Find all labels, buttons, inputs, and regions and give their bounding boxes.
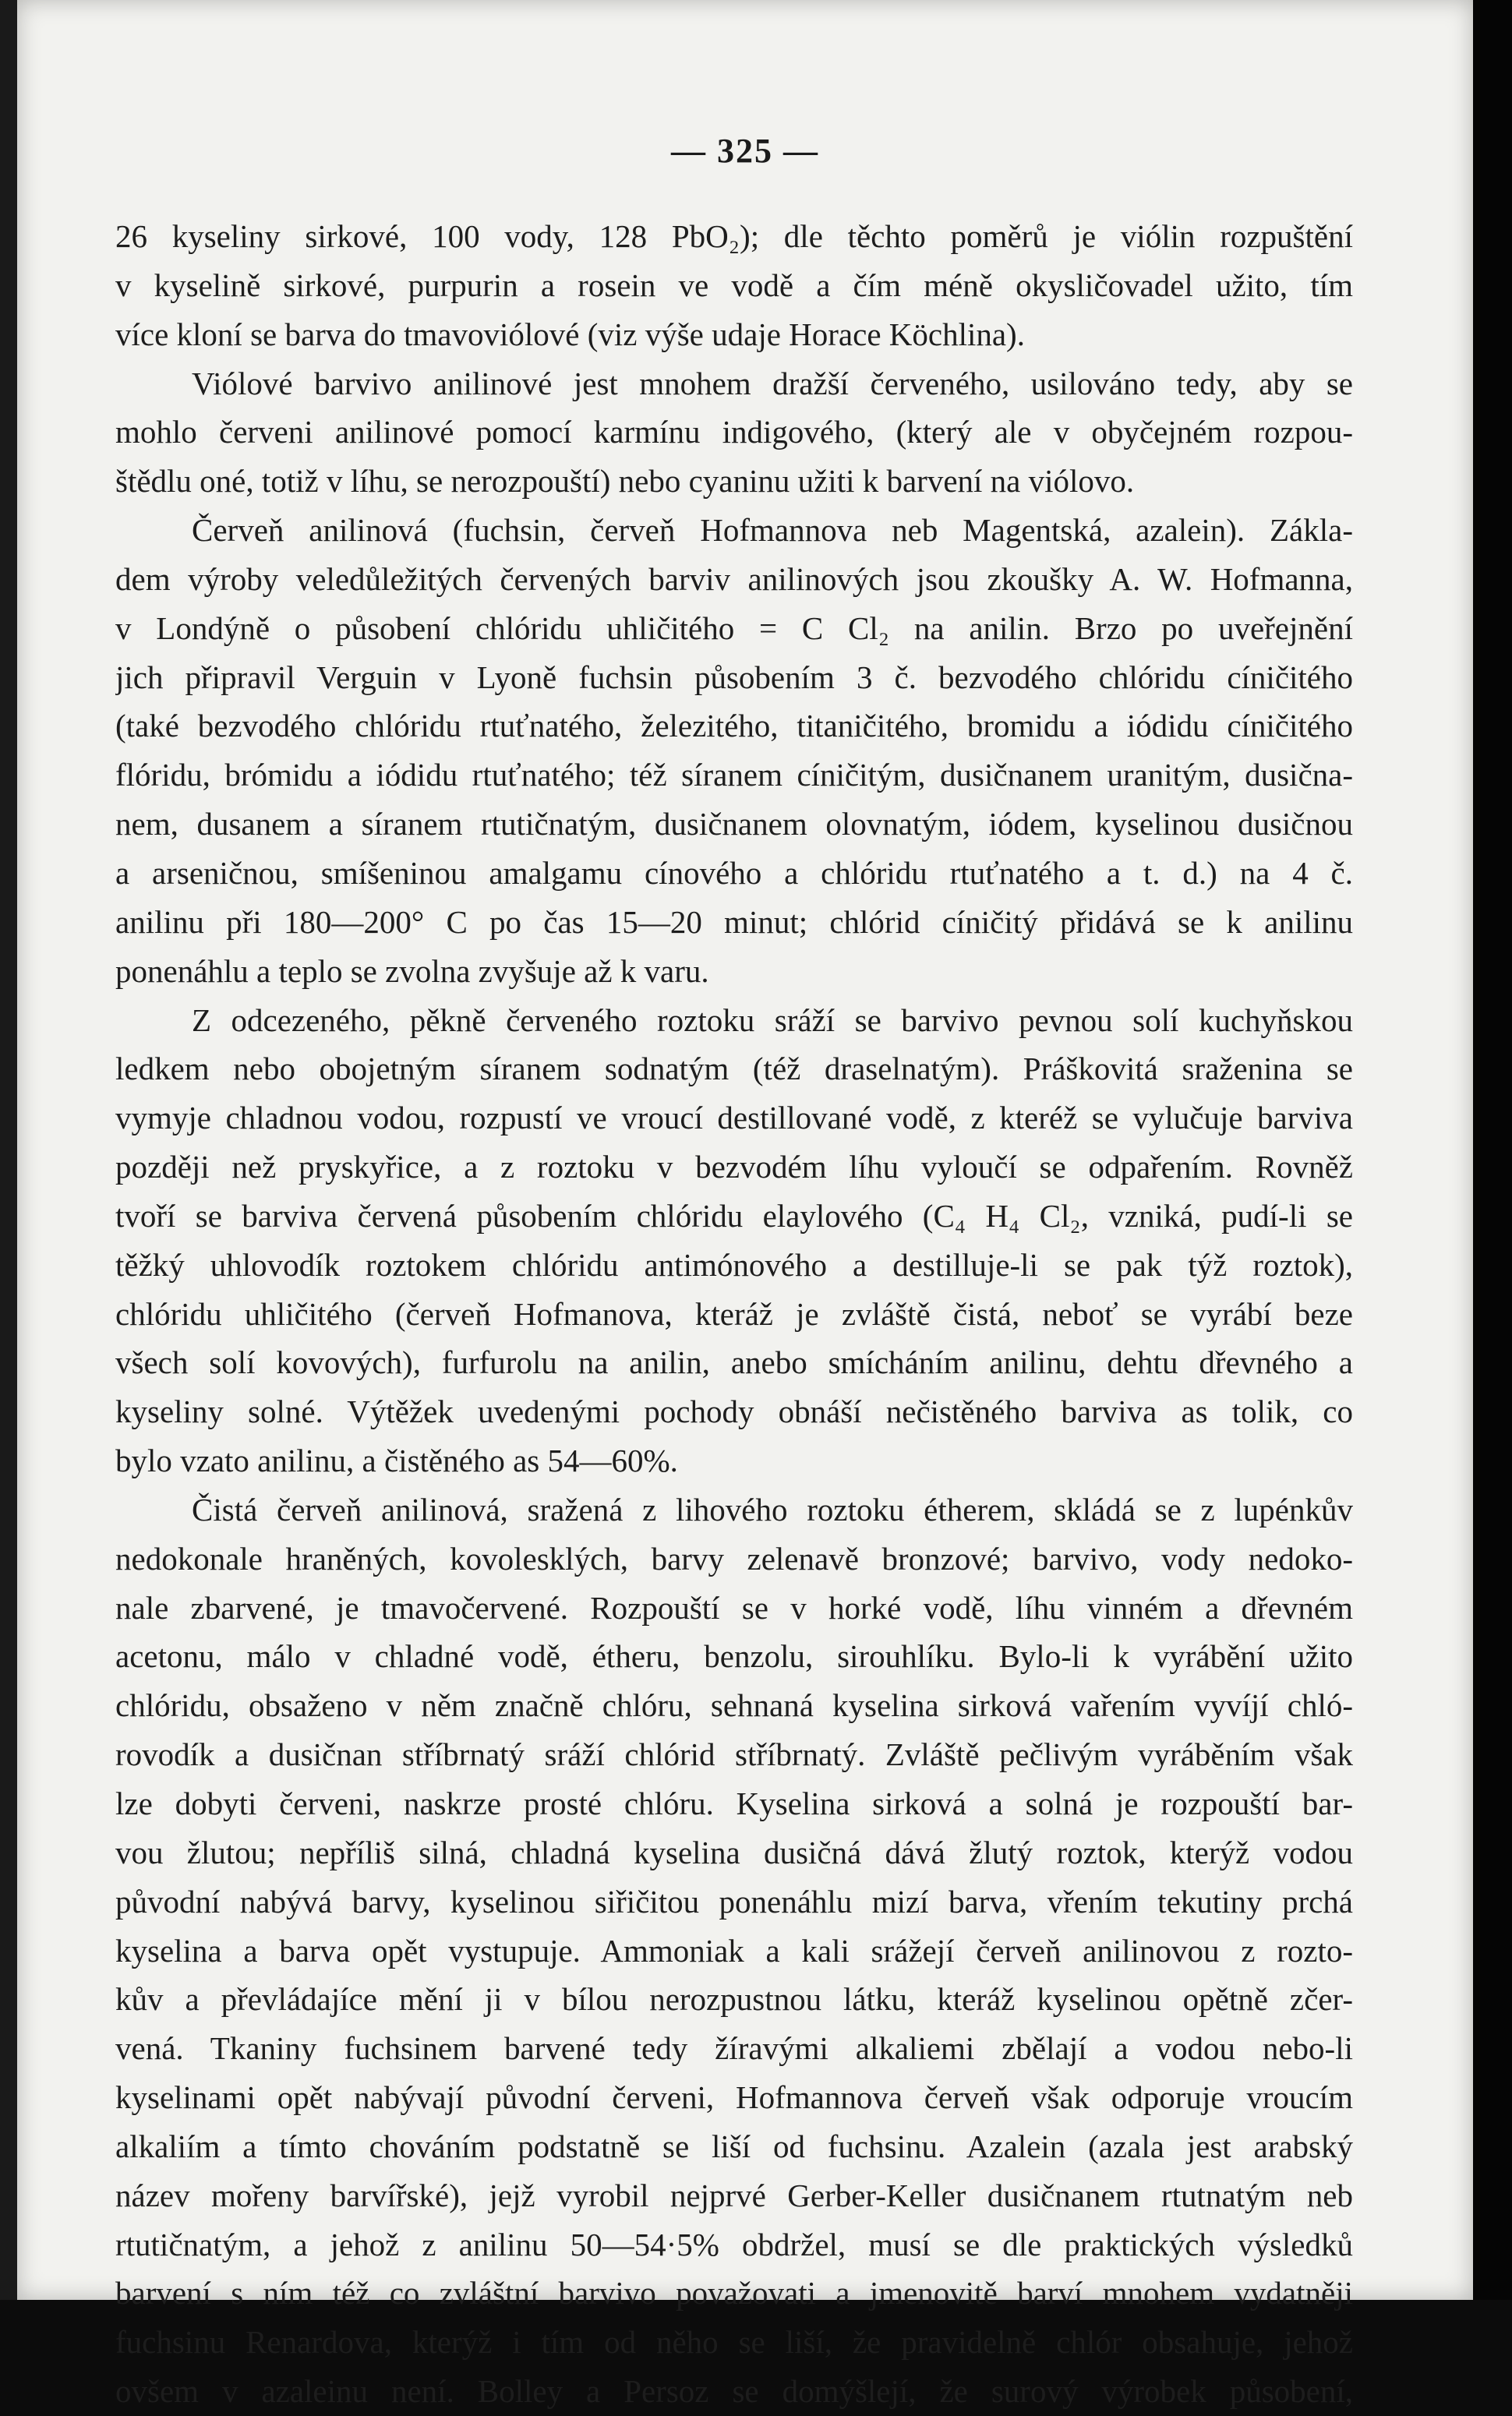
text-line: vou žlutou; nepříliš silná, chladná kyselina dusičná dává žlutý roztok, kterýž vodou bbox=[115, 1834, 1353, 1870]
text-line: chlóridu, obsaženo v něm značně chlóru, sehnaná kyselina sirková vařením vyvíjí chló- bbox=[115, 1687, 1353, 1724]
text-line: později než pryskyřice, a z roztoku v bezvodém líhu vyloučí se odpařením. Rovněž bbox=[115, 1149, 1353, 1185]
text-line: barvení s ním též co zvláštní barvivo považovati a jmenovitě barví mnohem vydatněji bbox=[115, 2275, 1353, 2312]
text-line: flóridu, brómidu a iódidu rtuťnatého; též síranem cíničitým, dusičnanem uranitým, dusična- bbox=[115, 757, 1353, 793]
text-line: štědlu oné, totiž v líhu, se nerozpouští) nebo cyaninu užiti k barvení na viólovo. bbox=[115, 463, 1135, 500]
text-line: fuchsinu Renardova, kterýž i tím od něho se liší, že pravidelně chlór obsahuje, jehož bbox=[115, 2324, 1353, 2361]
text-line: rovodík a dusičnan stříbrnatý sráží chlórid stříbrnatý. Zvláště pečlivým vyráběním však bbox=[115, 1736, 1353, 1773]
page-number: — 325 — bbox=[671, 132, 819, 170]
text-line: ledkem nebo obojetným síranem sodnatým (též draselnatým). Práškovitá sraženina se bbox=[115, 1051, 1353, 1087]
text-line: acetonu, málo v chladné vodě, étheru, benzolu, sirouhlíku. Bylo-li k vyrábění užito bbox=[115, 1638, 1353, 1675]
text-line: nale zbarvené, je tmavočervené. Rozpouští se v horké vodě, líhu vinném a dřevném bbox=[115, 1589, 1353, 1626]
text-line: dem výroby veledůležitých červených barviv anilinových jsou zkoušky A. W. Hofmanna, bbox=[115, 560, 1353, 597]
text-line: kův a převládajíce mění ji v bílou nerozpustnou látku, kteráž kyselinou opětně zčer- bbox=[115, 1981, 1353, 2018]
text-line: více kloní se barva do tmavoviólové (viz výše udaje Horace Köchlina). bbox=[115, 316, 1025, 352]
text-line: rtutičnatým, a jehož z anilinu 50—54·5% obdržel, musí se dle praktických výsledků bbox=[115, 2226, 1353, 2262]
text-line: (také bezvodého chlóridu rtuťnatého, železitého, titaničitého, bromidu a iódidu cíničitého bbox=[115, 708, 1353, 744]
text-line: tvoří se barviva červená působením chlóridu elaylového (C₄ H₄ Cl₂, vzniká, pudí-li se bbox=[115, 1197, 1353, 1234]
text-line: a arseničnou, smíšeninou amalgamu cínového a chlóridu rtuťnatého a t. d.) na 4 č. bbox=[115, 854, 1353, 891]
text-line: původní nabývá barvy, kyselinou siřičitou ponenáhlu mizí barva, vřením tekutiny prchá bbox=[115, 1883, 1353, 1920]
text-line: kyselinami opět nabývají původní červeni, Hofmannova červeň však odporuje vroucím bbox=[115, 2079, 1353, 2116]
text-line: těžký uhlovodík roztokem chlóridu antimónového a destilluje-li se pak týž roztok), bbox=[115, 1246, 1353, 1283]
text-line: vymyje chladnou vodou, rozpustí ve vroucí destillované vodě, z kteréž se vylučuje barviva bbox=[115, 1100, 1353, 1136]
text-line: bylo vzato anilinu, a čistěného as 54—60%. bbox=[115, 1443, 678, 1479]
text-line: v Londýně o působení chlóridu uhličitého = C Cl₂ na anilin. Brzo po uveřejnění bbox=[115, 609, 1353, 646]
text-line: název mořeny barvířské), jejž vyrobil nejprvé Gerber-Keller dusičnanem rtutnatým neb bbox=[115, 2177, 1353, 2213]
text-line: alkaliím a tímto chováním podstatně se liší od fuchsinu. Azalein (azala jest arabský bbox=[115, 2128, 1353, 2164]
text-line: Z odcezeného, pěkně červeného roztoku sráží se barvivo pevnou solí kuchyňskou bbox=[192, 1001, 1353, 1038]
text-line: chlóridu uhličitého (červeň Hofmanova, kteráž je zvláště čistá, neboť se vyrábí beze bbox=[115, 1295, 1353, 1332]
document-page bbox=[17, 0, 1473, 2410]
text-line: mohlo červeni anilinové pomocí karmínu indigového, (který ale v obyčejném rozpou- bbox=[115, 414, 1353, 450]
text-line: nedokonale hraněných, kovolesklých, barvy zelenavě bronzové; barvivo, vody nedoko- bbox=[115, 1540, 1353, 1577]
text-line: v kyselině sirkové, purpurin a rosein ve vodě a čím méně okysličovadel užito, tím bbox=[115, 267, 1353, 303]
text-line: Viólové barvivo anilinové jest mnohem dražší červeného, usilováno tedy, aby se bbox=[192, 365, 1353, 401]
text-line: kyselina a barva opět vystupuje. Ammoniak a kali srážejí červeň anilinovou z rozto- bbox=[115, 1932, 1353, 1969]
text-line: vená. Tkaniny fuchsinem barvené tedy žíravými alkaliemi zbělají a vodou nebo-li bbox=[115, 2030, 1353, 2067]
scan-border-left bbox=[0, 0, 17, 2300]
text-line: kyseliny solné. Výtěžek uvedenými pochody obnáší nečistěného barviva as tolik, co bbox=[115, 1393, 1353, 1430]
text-line: všech solí kovových), furfurolu na anilin, anebo smícháním anilinu, dehtu dřevného a bbox=[115, 1344, 1353, 1381]
text-line: ovšem v azaleinu není. Bolley a Persoz se domýšlejí, že surový výrobek působení, bbox=[115, 2373, 1353, 2410]
text-line: Čistá červeň anilinová, sražená z lihového roztoku étherem, skládá se z lupénkův bbox=[192, 1491, 1353, 1528]
text-line: anilinu při 180—200° C po čas 15—20 minut; chlórid cíničitý přidává se k anilinu bbox=[115, 903, 1353, 940]
text-line: jich připravil Verguin v Lyoně fuchsin působením 3 č. bezvodého chlóridu cíničitého bbox=[115, 659, 1353, 695]
text-line: 26 kyseliny sirkové, 100 vody, 128 PbO₂); dle těchto poměrů je viólin rozpuštění bbox=[115, 218, 1353, 254]
scan-border-right bbox=[1473, 0, 1512, 2300]
page-body bbox=[115, 212, 1353, 2416]
text-line: ponenáhlu a teplo se zvolna zvyšuje až k varu. bbox=[115, 952, 709, 989]
text-line: Červeň anilinová (fuchsin, červeň Hofmannova neb Magentská, azalein). Zákla- bbox=[192, 512, 1353, 549]
text-line: lze dobyti červeni, naskrze prosté chlóru. Kyselina sirková a solná je rozpouští bar- bbox=[115, 1786, 1353, 1821]
text-line: nem, dusanem a síranem rtutičnatým, dusičnanem olovnatým, iódem, kyselinou dusičnou bbox=[115, 806, 1353, 842]
